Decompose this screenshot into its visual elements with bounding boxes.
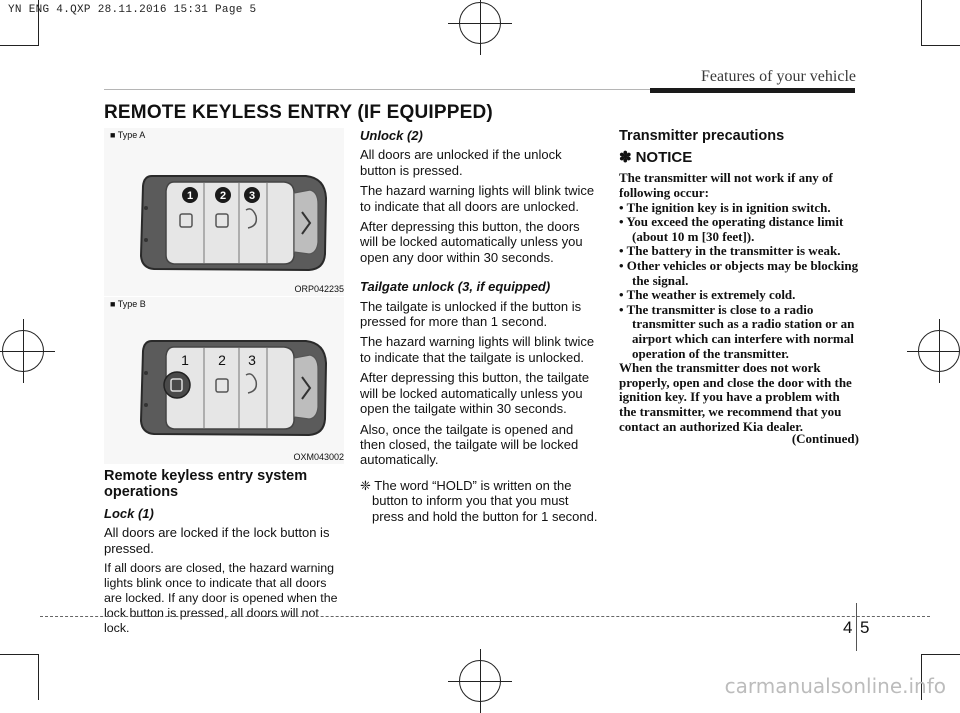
figure-code: OXM043002: [293, 452, 344, 462]
crop-mark: [0, 654, 39, 655]
lock-paragraph: If all doors are closed, the hazard warning lights blink once to indicate that all doors are locked. If any door is opened when the lock button is pressed, all doors will not lock.: [104, 561, 338, 636]
unlock-paragraph: All doors are unlocked if the unlock button is pressed.: [360, 147, 562, 178]
tailgate-paragraph: The tailgate is unlocked if the button is pressed for more than 1 second.: [360, 298, 582, 330]
callout-number: 1: [186, 190, 194, 202]
figure-type-label: ■ Type A: [110, 130, 146, 140]
page-number: 5: [860, 618, 870, 637]
figure-type-label: ■ Type B: [110, 299, 146, 309]
tailgate-paragraph: Also, once the tailgate is opened and then closed, the tailgate will be locked automatically.: [360, 421, 579, 468]
chapter-title: Features of your vehicle: [700, 68, 856, 85]
list-item: • The transmitter is close to a radio transmitter such as a radio station or an airport which can interfere with normal operation of the transmitter.: [619, 301, 855, 361]
hold-note: ❈ The word “HOLD” is written on the button to inform you that you must press and hold the button for 1 second.: [360, 477, 598, 524]
list-item: • The ignition key is in ignition switch.: [619, 199, 831, 215]
figure-code: ORP042235: [294, 284, 344, 294]
list-item: • Other vehicles or objects may be blocking the signal.: [619, 257, 859, 288]
notice-label: NOTICE: [635, 149, 693, 166]
list-item: • The weather is extremely cold.: [619, 287, 796, 303]
figure-type-b: [104, 297, 344, 464]
header-rule-accent: [650, 88, 855, 93]
callout-number: 3: [248, 190, 256, 202]
header-rule: [104, 89, 650, 90]
callout-number: 1: [181, 352, 189, 368]
list-item: • The battery in the transmitter is weak.: [619, 243, 841, 259]
key-fob-type-b-image: [134, 333, 334, 443]
registration-mark: [459, 660, 501, 702]
key-fob-type-a-image: [134, 168, 334, 278]
print-slug: YN ENG 4.QXP 28.11.2016 15:31 Page 5: [8, 4, 257, 16]
notice-intro: The transmitter will not work if any of following occur:: [619, 170, 833, 200]
footer-rule: [40, 616, 930, 617]
right-column: [619, 128, 859, 447]
callout-number: 2: [218, 352, 226, 368]
crop-mark: [38, 654, 39, 700]
unlock-paragraph: After depressing this button, the doors will be locked automatically unless you open any door within 30 seconds.: [360, 219, 583, 265]
notice-heading: [619, 150, 859, 165]
notice-closing: When the transmitter does not work properly, open and close the door with the ignition key. If you have a problem with the transmitter, we recommend that you contact an authorized Kia dealer.: [619, 360, 852, 434]
callout-number: 3: [248, 352, 256, 368]
crop-mark: [921, 654, 960, 655]
crop-mark: [921, 45, 960, 46]
notice-list: [619, 201, 859, 362]
lock-paragraph: All doors are locked if the lock button is pressed.: [104, 525, 330, 556]
list-item: • You exceed the operating distance limit (about 10 m [30 feet]).: [619, 214, 844, 244]
subsection-heading: Remote keyless entry system operations: [104, 468, 308, 500]
chapter-number: 4: [843, 618, 853, 637]
tailgate-paragraph: After depressing this button, the tailgate will be locked automatically unless you open the tailgate within 30 seconds.: [360, 370, 590, 417]
figure-type-a: [104, 128, 344, 296]
registration-mark: [2, 330, 44, 372]
callout-number: 2: [219, 190, 227, 202]
continued-label: (Continued): [791, 431, 859, 447]
subsection-heading: Transmitter precautions: [619, 128, 785, 144]
tailgate-paragraph: The hazard warning lights will blink twice to indicate that the tailgate is unlocked.: [360, 334, 595, 365]
lock-heading: Lock (1): [104, 506, 154, 521]
unlock-paragraph: The hazard warning lights will blink twice to indicate that all doors are unlocked.: [360, 183, 595, 214]
crop-mark: [921, 0, 922, 46]
section-title: REMOTE KEYLESS ENTRY (IF EQUIPPED): [104, 102, 493, 123]
notice-star-icon: ✽: [619, 149, 632, 166]
middle-column: [360, 128, 600, 529]
watermark: carmanualsonline.info: [724, 674, 946, 698]
unlock-heading: Unlock (2): [360, 128, 423, 143]
registration-mark: [459, 2, 501, 44]
tailgate-heading: Tailgate unlock (3, if equipped): [360, 279, 551, 295]
registration-mark: [918, 330, 960, 372]
crop-mark: [0, 45, 39, 46]
page-number-divider: [856, 603, 857, 651]
